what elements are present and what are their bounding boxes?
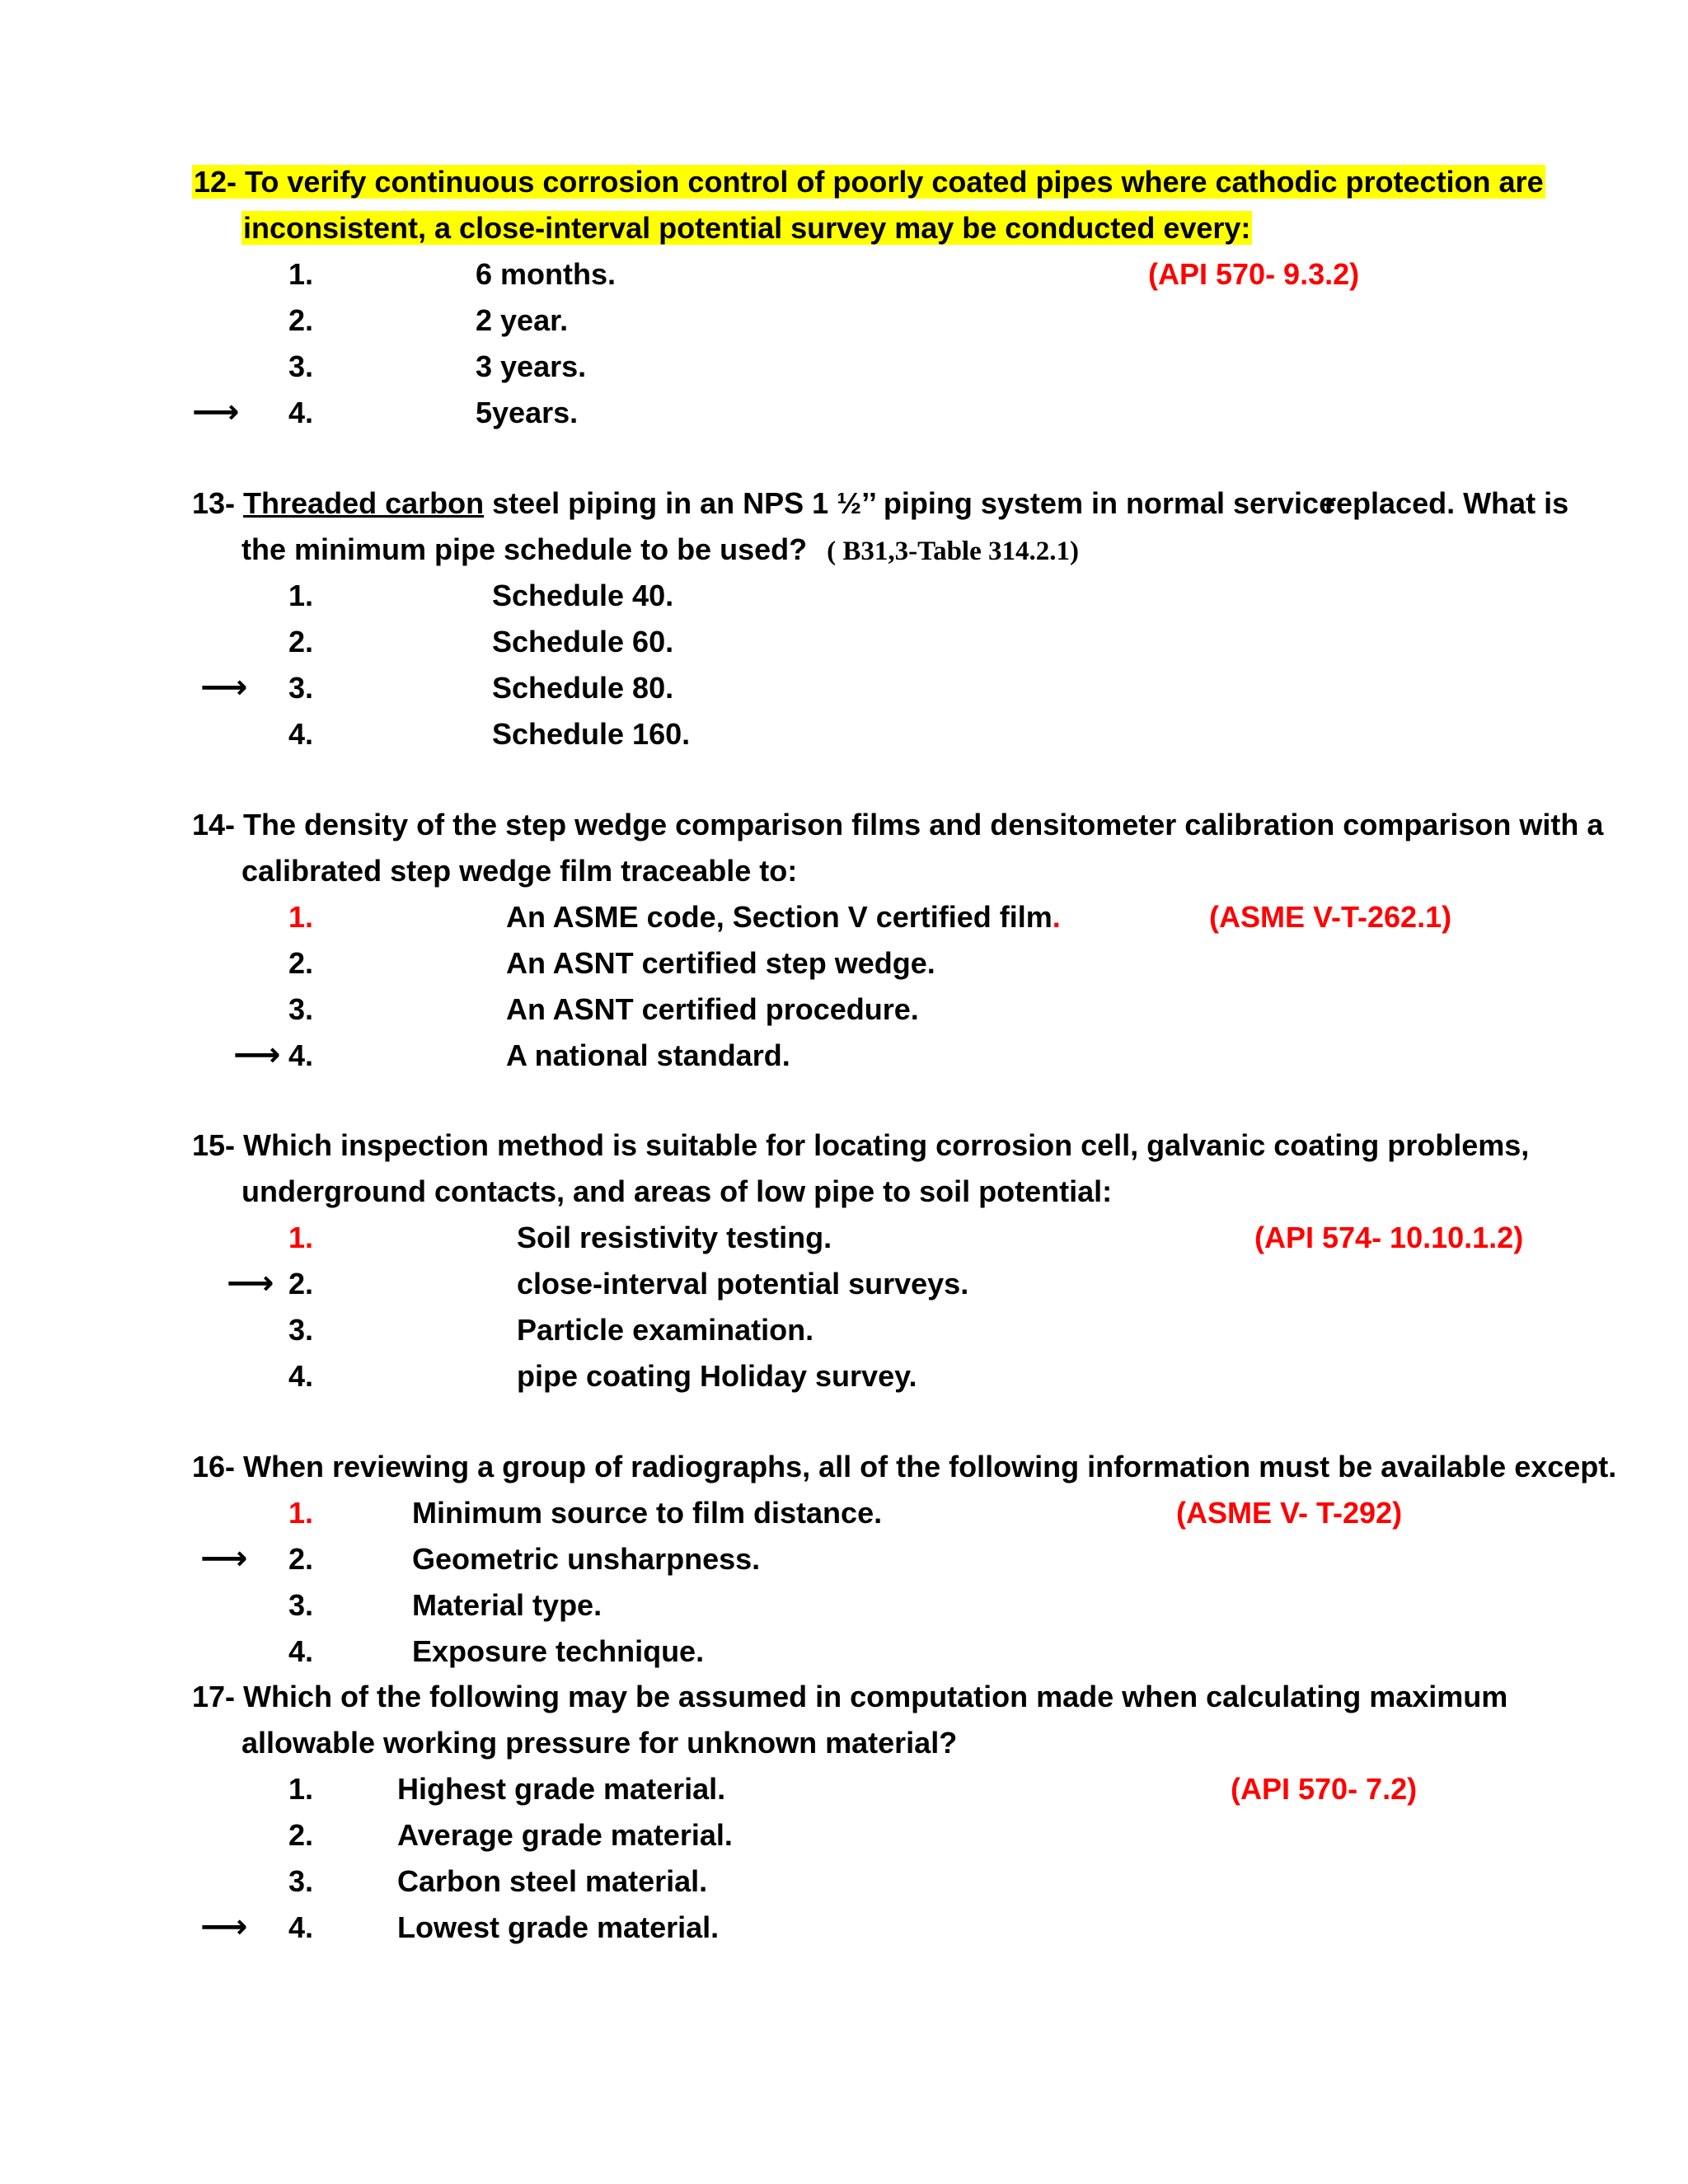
q12-line1 xyxy=(192,162,1545,202)
q13-text-line2: the minimum pipe schedule to be used? xyxy=(241,532,808,566)
q16-opt1-num: 1. xyxy=(288,1496,314,1530)
q17-opt4-text: Lowest grade material. xyxy=(397,1910,720,1944)
q14-line2: calibrated step wedge film traceable to: xyxy=(241,854,798,888)
q16-opt2-text: Geometric unsharpness. xyxy=(412,1542,761,1576)
q15-number: 15- xyxy=(192,1128,236,1162)
q12-opt2-num: 2. xyxy=(288,303,314,337)
q15-opt1-num: 1. xyxy=(288,1221,314,1254)
q12-number: 12- xyxy=(194,165,237,199)
q13-line2 xyxy=(241,530,1079,571)
q13-line1 xyxy=(192,484,1335,523)
q15-opt3-text: Particle examination. xyxy=(517,1313,814,1347)
q13-opt2-num: 2. xyxy=(288,625,314,658)
q12-text-line1: To verify continuous corrosion control of poorly coated pipes where cathodic protection are xyxy=(245,165,1544,199)
q14-opt1-suffix: . xyxy=(1052,900,1061,934)
q14-line1 xyxy=(192,805,1603,845)
q13-opt4-text: Schedule 160. xyxy=(492,717,691,751)
q17-opt3-num: 3. xyxy=(288,1864,314,1898)
q15-opt2-text: close-interval potential surveys. xyxy=(517,1267,969,1301)
q12-opt3-num: 3. xyxy=(288,349,314,383)
q17-answer-arrow-icon: ⟶ xyxy=(200,1908,248,1946)
q17-opt1-text: Highest grade material. xyxy=(397,1772,726,1806)
q13-opt2-text: Schedule 60. xyxy=(492,625,674,658)
q13-text-line1: steel piping in an NPS 1 ½’’ piping system in normal service xyxy=(484,486,1336,520)
q17-opt1-num: 1. xyxy=(288,1772,314,1806)
q12-answer-arrow-icon: ⟶ xyxy=(192,393,240,431)
q16-answer-arrow-icon: ⟶ xyxy=(200,1540,248,1577)
q14-opt1-text: An ASME code, Section V certified film xyxy=(506,900,1053,934)
q17-number: 17- xyxy=(192,1680,236,1713)
q16-line1 xyxy=(192,1447,1616,1487)
q16-opt4-num: 4. xyxy=(288,1634,314,1668)
q14-opt1 xyxy=(506,898,1061,937)
q15-opt1-text: Soil resistivity testing. xyxy=(517,1221,832,1254)
q17-text-line1: Which of the following may be assumed in computation made when calculating maximum xyxy=(243,1680,1508,1713)
q17-line1 xyxy=(192,1677,1507,1717)
q16-number: 16- xyxy=(192,1450,236,1483)
q14-reference: (ASME V-T-262.1) xyxy=(1209,900,1452,934)
q12-opt1-num: 1. xyxy=(288,257,314,291)
q15-text-line1: Which inspection method is suitable for locating corrosion cell, galvanic coating problems, xyxy=(243,1128,1530,1162)
q17-reference: (API 570- 7.2) xyxy=(1231,1772,1418,1806)
q12-opt4-num: 4. xyxy=(288,396,314,429)
q15-reference: (API 574- 10.10.1.2) xyxy=(1254,1221,1524,1254)
q14-opt2-num: 2. xyxy=(288,946,314,980)
q12-opt4-text: 5years. xyxy=(476,396,579,429)
q13-opt3-text: Schedule 80. xyxy=(492,671,674,705)
q13-opt3-num: 3. xyxy=(288,671,314,705)
q17-opt2-num: 2. xyxy=(288,1818,314,1852)
q13-opt1-num: 1. xyxy=(288,579,314,612)
q16-opt3-num: 3. xyxy=(288,1588,314,1622)
q13-number: 13- xyxy=(192,486,236,520)
q16-opt1-text: Minimum source to film distance. xyxy=(412,1496,883,1530)
q15-line2: underground contacts, and areas of low pipe to soil potential: xyxy=(241,1174,1113,1208)
q14-opt4-num: 4. xyxy=(288,1038,314,1072)
q13-answer-arrow-icon: ⟶ xyxy=(200,668,248,706)
q16-opt2-num: 2. xyxy=(288,1542,314,1576)
q14-opt2-text: An ASNT certified step wedge. xyxy=(506,946,935,980)
q13-line1-end: replaced. What is xyxy=(1325,486,1569,520)
q15-line1 xyxy=(192,1126,1529,1165)
q12-opt3-text: 3 years. xyxy=(476,349,587,383)
q16-reference: (ASME V- T-292) xyxy=(1176,1496,1403,1530)
q14-answer-arrow-icon: ⟶ xyxy=(233,1036,281,1074)
q14-opt1-num: 1. xyxy=(288,900,314,934)
q16-text-line1: When reviewing a group of radiographs, all of the following information must be available except. xyxy=(243,1450,1617,1483)
q14-opt3-num: 3. xyxy=(288,992,314,1026)
q12-text-line2: inconsistent, a close-interval potential survey may be conducted every: xyxy=(243,211,1251,245)
q15-opt4-num: 4. xyxy=(288,1359,314,1393)
q14-opt3-text: An ASNT certified procedure. xyxy=(506,992,919,1026)
q14-number: 14- xyxy=(192,808,236,841)
q12-line2 xyxy=(241,209,1252,248)
q14-text-line1: The density of the step wedge comparison films and densitometer calibration comparison with a xyxy=(243,808,1604,841)
q16-opt3-text: Material type. xyxy=(412,1588,603,1622)
q17-opt4-num: 4. xyxy=(288,1910,314,1944)
q14-opt4-text: A national standard. xyxy=(506,1038,790,1072)
q12-reference: (API 570- 9.3.2) xyxy=(1148,257,1360,291)
q15-opt2-num: 2. xyxy=(288,1267,314,1301)
q15-answer-arrow-icon: ⟶ xyxy=(227,1264,274,1302)
q15-opt3-num: 3. xyxy=(288,1313,314,1347)
q17-opt2-text: Average grade material. xyxy=(397,1818,733,1852)
q12-opt2-text: 2 year. xyxy=(476,303,569,337)
q17-opt3-text: Carbon steel material. xyxy=(397,1864,708,1898)
q17-line2: allowable working pressure for unknown material? xyxy=(241,1726,958,1760)
q13-opt4-num: 4. xyxy=(288,717,314,751)
q13-opt1-text: Schedule 40. xyxy=(492,579,674,612)
q12-opt1-text: 6 months. xyxy=(476,257,617,291)
q16-opt4-text: Exposure technique. xyxy=(412,1634,705,1668)
q13-underlined-text: Threaded carbon xyxy=(243,486,485,520)
q13-reference: ( B31,3-Table 314.2.1) xyxy=(827,537,1079,566)
q15-opt4-text: pipe coating Holiday survey. xyxy=(517,1359,917,1393)
